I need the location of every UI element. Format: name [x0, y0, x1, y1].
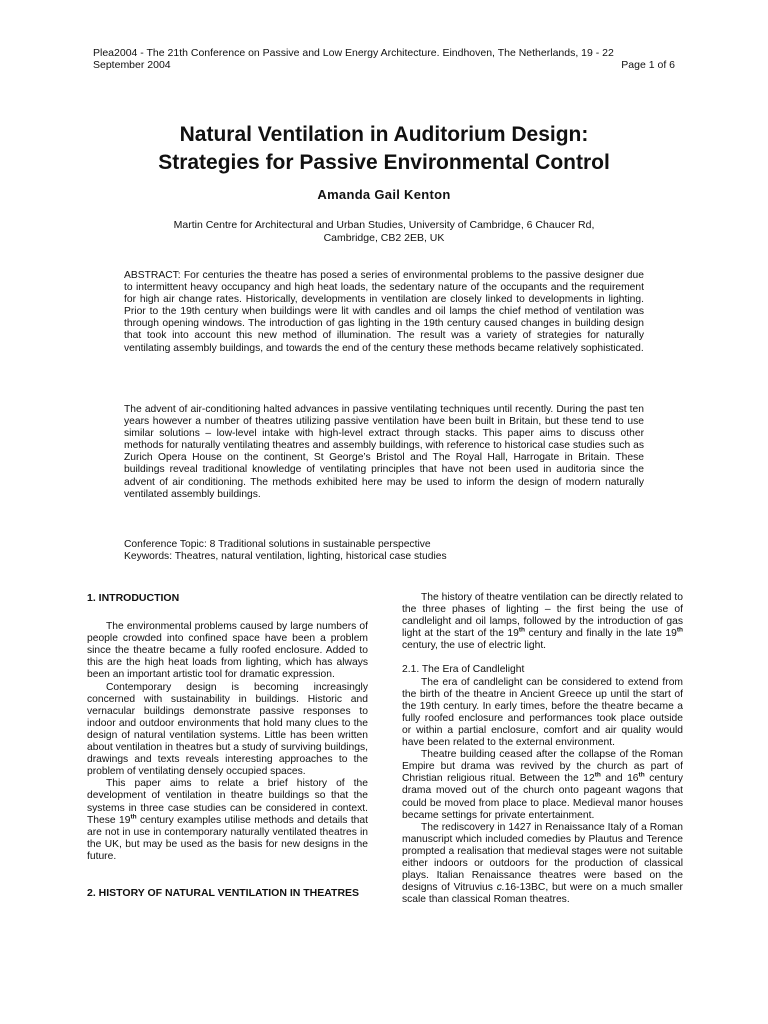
superscript-th: th: [676, 626, 683, 634]
intro-paragraph-2: Contemporary design is becoming increasingly concerned with sustainability in buildings. Historic and vernacular buildings demonstrate passive responses to indoor and outdoor environments that hold many clues to the design of natural ventilation systems. Little has been written about ventilation in theatres but a study of surviving buildings, drawings and texts reveals interesting approaches to the problem of ventilating densely occupied spaces.: [87, 681, 368, 778]
candle-p3-text-a: The rediscovery in 1427 in Renaissance Italy of a Roman manuscript which included comedies by Plautus and Terence prompted a realisation that medieval stages were not suitable either indoors or outdoors for the production of classical plays. Italian Renaissance theatres were based on the designs of Vitruvius: [402, 821, 683, 894]
intro-p3-text-a: This paper aims to relate a brief history of the development of ventilation in theatre buildings so that the systems in three case studies can be considered in context. These 19: [87, 778, 368, 826]
author-name: Amanda Gail Kenton: [317, 187, 451, 202]
affiliation-line-2: Cambridge, CB2 2EB, UK: [323, 232, 445, 244]
candle-p3-italic: c.: [496, 882, 505, 894]
conference-topic: Conference Topic: 8 Traditional solutions in sustainable perspective: [124, 539, 431, 550]
intro-paragraph-3: [87, 778, 368, 863]
title-line-1: Natural Ventilation in Auditorium Design:: [179, 123, 589, 146]
superscript-th: th: [130, 813, 137, 821]
keywords: Keywords: Theatres, natural ventilation, lighting, historical case studies: [124, 551, 447, 562]
candlelight-paragraph-1: The era of candlelight can be considered to extend from the birth of the theatre in Ancient Greece up until the start of the 19th century. In early times, before the theatre became a fully roofed enclosure and performances took place outside or within a partial enclosure, comfort and air quality would have been related to the external environment.: [402, 676, 683, 749]
abstract-paragraph-1: ABSTRACT: For centuries the theatre has posed a series of environmental problems to the passive designer due to intermittent heavy occupancy and high heat loads, the sedentary nature of the occupants and the requirement for high air change rates. Historically, developments in ventilation are closely linked to developments in lighting. Prior to the 19th century when buildings were lit with candles and oil lamps the chief method of ventilation was through opening windows. The introduction of gas lighting in the 19th century caused changes in building design that took into account this new method of illumination. The result was a variety of strategies for naturally ventilating assembly buildings, and towards the end of the century these methods became relatively sophisticated.: [124, 270, 644, 354]
section-heading-introduction: 1. INTRODUCTION: [87, 592, 180, 604]
title-line-2: Strategies for Passive Environmental Control: [158, 151, 610, 174]
history-p1-text-a: The history of theatre ventilation can be directly related to the three phases of lighting – the first being the use of candlelight and oil lamps, followed by the introduction of gas light at the start of the 19: [402, 592, 683, 640]
conference-header: Plea2004 - The 21th Conference on Passive and Low Energy Architecture. Eindhoven, The Netherlands, 19 - 22: [93, 47, 614, 59]
candle-p2-text-a: Theatre building ceased after the collapse of the Roman Empire but drama was revived by the church as part of Christian religious ritual. Between the 12: [402, 749, 683, 785]
conference-date: September 2004: [93, 59, 171, 71]
intro-paragraph-1: The environmental problems caused by large numbers of people crowded into confined space have been a problem since the theatre became a fully roofed enclosure. Added to this are the high heat loads from lighting, which has always been an important artistic tool for dramatic expression.: [87, 621, 368, 681]
candlelight-paragraph-2: [402, 749, 683, 822]
left-column: [87, 592, 368, 899]
affiliation-line-1: Martin Centre for Architectural and Urban Studies, University of Cambridge, 6 Chaucer Rd,: [173, 219, 595, 231]
history-p1-text-c: century, the use of electric light.: [402, 640, 547, 652]
candle-p2-text-c: century drama moved out of the church onto pageant wagons that could be moved from place to place. Medieval manor houses became settings for private entertainment.: [402, 773, 683, 821]
section-heading-history: 2. HISTORY OF NATURAL VENTILATION IN THEATRES: [87, 886, 360, 899]
superscript-th: th: [594, 771, 601, 779]
candle-p3-text-b: 16-13BC, but were on a much smaller scale than classical Roman theatres.: [402, 882, 683, 906]
candlelight-paragraph-3: [402, 822, 683, 907]
candle-p2-text-b: and 16: [600, 773, 639, 785]
page-number: Page 1 of 6: [621, 59, 675, 71]
abstract-paragraph-2: The advent of air-conditioning halted advances in passive ventilating techniques until recently. During the past ten years however a number of theatres utilizing passive ventilation have been built in Britain, but these tend to use similar solutions – low-level intake with high-level extract through stacks. This paper aims to discuss other methods for naturally ventilating theatres and assembly buildings, with reference to historical case studies such as Zurich Opera House on the continent, St George’s Bristol and The Royal Hall, Harrogate in Britain. These buildings reveal traditional knowledge of ventilating principles that have not been used in auditoria since the advent of air conditioning. The methods exhibited here may be used to inform the design of modern naturally ventilated assembly buildings.: [124, 404, 644, 500]
subsection-heading-candlelight: 2.1. The Era of Candlelight: [402, 664, 525, 676]
history-p1-text-b: century and finally in the late 19: [525, 628, 677, 640]
right-column: [402, 592, 683, 906]
superscript-th: th: [518, 626, 526, 634]
superscript-th: th: [638, 771, 645, 779]
paper-title: [80, 121, 688, 177]
intro-p3-text-b: century examples utilise methods and details that are not in use in contemporary naturally ventilated theatres in the UK, but may be used as the basis for new designs in the future.: [87, 814, 368, 862]
affiliation: [140, 219, 628, 245]
history-paragraph-1: [402, 592, 683, 652]
